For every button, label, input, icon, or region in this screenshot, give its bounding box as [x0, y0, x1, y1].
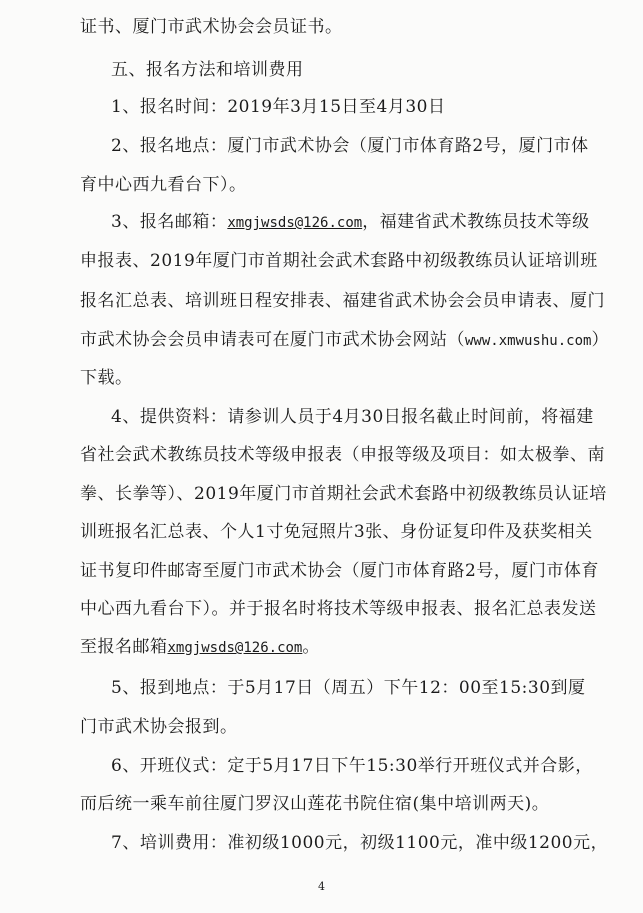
paragraph-line: 6、开班仪式：定于5月17日下午15:30举行开班仪式并合影， — [111, 756, 593, 776]
paragraph-line — [111, 212, 590, 233]
section-heading: 五、报名方法和培训费用 — [111, 60, 304, 80]
paragraph-line: 7、培训费用：准初级1000元，初级1100元，准中级1200元， — [111, 833, 609, 853]
paragraph-line: 证书复印件邮寄至厦门市武术协会（厦门市体育路2号，厦门市体育 — [80, 561, 599, 581]
email-link[interactable]: xmgjwsds@126.com — [167, 640, 303, 656]
paragraph-line: 省社会武术教练员技术等级申报表（申报等级及项目：如太极拳、南 — [80, 445, 605, 465]
paragraph-line: 拳、长拳等）、2019年厦门市首期社会武术套路中初级教练员认证培 — [80, 484, 607, 504]
paragraph-line: 门市武术协会报到。 — [80, 717, 238, 737]
paragraph-line: 5、报到地点：于5月17日（周五）下午12：00至15:30到厦 — [111, 678, 586, 698]
paragraph-line: 申报表、2019年厦门市首期社会武术套路中初级教练员认证培训班 — [80, 251, 598, 271]
text-span: ，福建省武术教练员技术等级 — [362, 212, 590, 232]
paragraph-line: 报名汇总表、培训班日程安排表、福建省武术协会会员申请表、厦门 — [80, 291, 605, 311]
paragraph-line — [80, 637, 320, 658]
paragraph-line — [80, 330, 609, 351]
page-number: 4 — [318, 880, 325, 893]
paragraph-line: 1、报名时间：2019年3月15日至4月30日 — [111, 97, 446, 117]
paragraph-line: 下载。 — [80, 368, 133, 388]
email-link[interactable]: xmgjwsds@126.com — [227, 215, 363, 231]
paragraph-line: 2、报名地点：厦门市武术协会（厦门市体育路2号，厦门市体 — [111, 136, 589, 156]
paragraph-line: 4、提供资料：请参训人员于4月30日报名截止时间前，将福建 — [111, 407, 594, 427]
text-span: 。 — [302, 637, 320, 657]
paragraph-line: 中心西九看台下）。并于报名时将技术等级申报表、报名汇总表发送 — [80, 599, 597, 619]
text-span: ） — [591, 330, 609, 350]
paragraph-line: 证书、厦门市武术协会会员证书。 — [80, 17, 343, 37]
website-link[interactable]: www.xmwushu.com — [465, 333, 592, 349]
paragraph-line: 训班报名汇总表、个人1寸免冠照片3张、身份证复印件及获奖相关 — [80, 522, 593, 542]
text-span: 3、报名邮箱： — [111, 212, 228, 232]
paragraph-line: 而后统一乘车前往厦门罗汉山莲花书院住宿(集中培训两天)。 — [80, 794, 550, 814]
paragraph-line: 育中心西九看台下）。 — [80, 175, 247, 195]
text-span: 至报名邮箱 — [80, 637, 168, 657]
text-span: 市武术协会会员申请表可在厦门市武术协会网站（ — [80, 330, 465, 350]
